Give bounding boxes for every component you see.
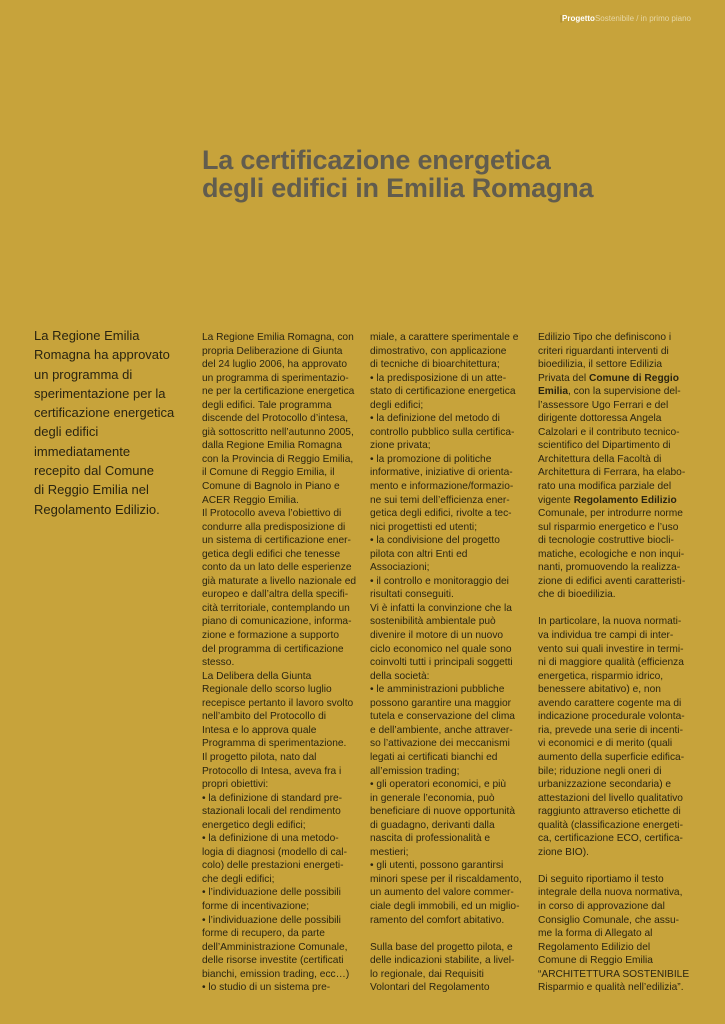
- body-text-line: zione di edifici aventi caratteristi-: [538, 575, 686, 587]
- body-text-line: che degli edifici;: [202, 873, 275, 885]
- body-text-line: dell’Amministrazione Comunale,: [202, 941, 348, 953]
- body-text-line: stato di certificazione energetica: [370, 386, 516, 398]
- body-text-line: Programma di sperimentazione.: [202, 738, 347, 750]
- body-text-line: va individua tre campi di inter-: [538, 630, 674, 642]
- header-section: Sostenibile / in primo piano: [594, 14, 691, 23]
- header-bar: |: [559, 14, 563, 23]
- body-text-line: sostenibilità ambientale può: [370, 616, 496, 628]
- body-text-line: risultati conseguiti.: [370, 589, 454, 601]
- body-text-line: vigente Regolamento Edilizio: [538, 494, 677, 506]
- body-text-line: • la definizione di standard pre-: [202, 792, 343, 804]
- body-text-line: attestazioni del livello qualitativo: [538, 792, 683, 804]
- body-text-line: ne per la certificazione energetica: [202, 386, 355, 398]
- body-text-line: Risparmio e qualità nell’edilizia”.: [538, 982, 684, 994]
- body-text-line: Edilizio Tipo che definiscono i: [538, 332, 672, 343]
- body-text-line: energetica, risparmio idrico,: [538, 670, 664, 682]
- body-text-line: • la promozione di politiche: [370, 453, 492, 465]
- body-text-line: minori spese per il riscaldamento,: [370, 873, 522, 885]
- body-text-line: • la definizione di una metodo-: [202, 833, 339, 845]
- body-column-1: [202, 331, 367, 995]
- body-text-line: La Delibera della Giunta: [202, 670, 312, 682]
- body-text-line: “ARCHITETTURA SOSTENIBILE: [538, 968, 690, 980]
- body-text-line: zione e formazione a supporto: [202, 630, 340, 642]
- body-text-line: Architettura della Facoltà di: [538, 453, 662, 465]
- body-text-line: vi economici e di merito (quali: [538, 738, 673, 750]
- body-text-line: propri obiettivi:: [202, 779, 269, 791]
- body-text-line: dalla Regione Emilia Romagna: [202, 440, 342, 452]
- running-header: [560, 14, 691, 23]
- body-text-line: Vi è infatti la convinzione che la: [370, 602, 512, 614]
- body-text-line: raggiunto attraverso etichette di: [538, 806, 681, 818]
- article-intro: [34, 326, 194, 519]
- body-text-line: un sistema di certificazione ener-: [202, 535, 351, 547]
- body-text-line: informative, iniziative di orienta-: [370, 467, 513, 479]
- body-text-line: legati ai certificati bianchi ed: [370, 751, 498, 763]
- body-text-line: forme di incentivazione;: [202, 900, 310, 912]
- body-text-line: urbanizzazione secondaria) e: [538, 779, 672, 791]
- body-text-line: Sulla base del progetto pilota, e: [370, 941, 513, 953]
- body-text-line: matiche, ecologiche e non inqui-: [538, 548, 685, 560]
- intro-line: Regolamento Edilizio.: [34, 501, 160, 517]
- intro-line: La Regione Emilia: [34, 328, 140, 343]
- body-text-line: miale, a carattere sperimentale e: [370, 332, 519, 343]
- body-text-line: La Regione Emilia Romagna, con: [202, 332, 354, 343]
- body-text-line: delle indicazioni stabilite, a livel-: [370, 955, 515, 967]
- header-brand: Progetto: [562, 14, 595, 23]
- body-text-line: del 24 luglio 2006, ha approvato: [202, 359, 348, 371]
- body-text-line: nanti, promuovendo la realizza-: [538, 562, 681, 574]
- intro-line: un programma di: [34, 366, 133, 382]
- body-text-line: degli edifici;: [370, 399, 424, 411]
- body-text-line: Regolamento Edilizio del: [538, 941, 651, 953]
- body-text-line: di guadagno, derivanti dalla: [370, 819, 495, 831]
- body-text-line: ne sui temi dell’efficienza ener-: [370, 494, 510, 506]
- body-text-line: cità territoriale, contemplando un: [202, 602, 350, 614]
- body-text-line: bioedilizia, il settore Edilizia: [538, 359, 663, 371]
- body-text-line: condurre alla predisposizione di: [202, 521, 346, 533]
- body-text-line: sul risparmio energetico e l’uso: [538, 521, 679, 533]
- body-text-line: In particolare, la nuova normati-: [538, 616, 682, 628]
- body-text-line: rato una modifica parziale del: [538, 481, 672, 493]
- body-text-line: un aumento del valore commer-: [370, 887, 514, 899]
- body-text-line: con la Provincia di Reggio Emilia,: [202, 453, 354, 465]
- body-text-line: • gli utenti, possono garantirsi: [370, 860, 504, 872]
- body-text-line: Calzolari e il contributo tecnico-: [538, 426, 680, 438]
- body-text-line: della società:: [370, 670, 430, 682]
- body-column-3: [538, 331, 703, 995]
- body-text-line: Associazioni;: [370, 562, 430, 574]
- body-text-line: stesso.: [202, 657, 235, 669]
- body-text-line: e dell’ambiente, anche attraver-: [370, 724, 513, 736]
- body-text-line: Comune di Bagnolo in Piano e: [202, 481, 340, 493]
- body-text-line: • l’individuazione delle possibili: [202, 914, 341, 926]
- intro-line: certificazione energetica: [34, 405, 175, 421]
- body-text-line: • lo studio di un sistema pre-: [202, 982, 331, 994]
- body-text-line: tutela e conservazione del clima: [370, 711, 515, 723]
- body-text-line: avendo carattere cogente ma di: [538, 697, 682, 709]
- body-text-line: del programma di certificazione: [202, 643, 344, 655]
- body-text-line: Privata del Comune di Reggio: [538, 372, 679, 384]
- body-text-line: Comune di Reggio Emilia: [538, 955, 653, 967]
- body-text-line: so l’attivazione dei meccanismi: [370, 738, 510, 750]
- body-text-line: di tecniche di bioarchitettura;: [370, 359, 500, 371]
- body-text-line: conto da un lato delle esperienze: [202, 562, 352, 574]
- body-text-line: il Comune di Reggio Emilia, il: [202, 467, 335, 479]
- body-text-line: Il Protocollo aveva l’obiettivo di: [202, 508, 342, 520]
- intro-line: Romagna ha approvato: [34, 347, 170, 363]
- body-text-line: • gli operatori economici, e più: [370, 779, 507, 791]
- body-text-line: di tecnologie costruttive biocli-: [538, 535, 674, 547]
- body-text-line: • l’individuazione delle possibili: [202, 887, 341, 899]
- body-text-line: energetico degli edifici;: [202, 819, 306, 831]
- body-text-line: vento sui quali investire in termi-: [538, 643, 684, 655]
- body-text-line: forme di recupero, da parte: [202, 928, 325, 940]
- body-text-line: ciale degli immobili, ed un miglio-: [370, 900, 520, 912]
- body-text-line: nascita di professionalità e: [370, 833, 491, 845]
- body-text-line: bianchi, emission trading, ecc…): [202, 968, 350, 980]
- body-text-line: • la definizione del metodo di: [370, 413, 500, 425]
- body-text-line: ramento del comfort abitativo.: [370, 914, 505, 926]
- body-text-line: discende del Protocollo d’intesa,: [202, 413, 349, 425]
- body-text-line: mento e informazione/formazio-: [370, 481, 514, 493]
- body-text-line: Emilia, con la supervisione del-: [538, 386, 681, 398]
- body-text-line: degli edifici. Tale programma: [202, 399, 332, 411]
- body-text-line: pilota con altri Enti ed: [370, 548, 468, 560]
- body-text-line: logia di diagnosi (modello di cal-: [202, 846, 347, 858]
- body-text-line: ACER Reggio Emilia.: [202, 494, 299, 506]
- body-text-line: possono garantire una maggior: [370, 697, 512, 709]
- body-text-line: Volontari del Regolamento: [370, 982, 490, 994]
- intro-line: di Reggio Emilia nel: [34, 482, 149, 498]
- body-text-line: • la predisposizione di un atte-: [370, 372, 507, 384]
- body-text-line: • il controllo e monitoraggio dei: [370, 575, 509, 587]
- body-text-line: benessere abitativo) e, non: [538, 684, 661, 696]
- body-text-line: in corso di approvazione dal: [538, 900, 665, 912]
- body-text-line: zione BIO).: [538, 846, 589, 858]
- body-text-line: nici progettisti ed utenti;: [370, 521, 478, 533]
- body-column-2: [370, 331, 535, 995]
- body-text-line: piano di comunicazione, informa-: [202, 616, 352, 628]
- body-text-line: Comunale, per introdurre norme: [538, 508, 683, 520]
- body-text-line: Intesa e lo approva quale: [202, 724, 317, 736]
- body-text-line: già sottoscritto nell’autunno 2005,: [202, 426, 354, 438]
- body-text-line: dimostrativo, con applicazione: [370, 345, 507, 357]
- body-text-line: getica degli edifici, rivolte a tec-: [370, 508, 512, 520]
- body-text-line: me la forma di Allegato al: [538, 928, 653, 940]
- body-text-line: ni di maggiore qualità (efficienza: [538, 657, 684, 669]
- body-text-line: nell’ambito del Protocollo di: [202, 711, 327, 723]
- body-text-line: controllo pubblico sulla certifica-: [370, 426, 515, 438]
- body-text-line: mestieri;: [370, 846, 409, 858]
- body-text-line: stazionali locali del rendimento: [202, 806, 341, 818]
- intro-line: recepito dal Comune: [34, 463, 154, 479]
- body-text-line: all’emission trading;: [370, 765, 460, 777]
- body-text-line: coinvolti tutti i principali soggetti: [370, 657, 513, 669]
- body-text-line: ciclo economico nel quale sono: [370, 643, 512, 655]
- body-text-line: • le amministrazioni pubbliche: [370, 684, 505, 696]
- body-text-line: colo) delle prestazioni energeti-: [202, 860, 344, 872]
- body-text-line: divenire il motore di un nuovo: [370, 630, 504, 642]
- body-text-line: criteri riguardanti interventi di: [538, 345, 669, 357]
- body-text-line: qualità (classificazione energeti-: [538, 819, 683, 831]
- body-text-line: Regionale dello scorso luglio: [202, 684, 332, 696]
- body-text-line: indicazione procedurale volonta-: [538, 711, 685, 723]
- body-text-line: integrale della nuova normativa,: [538, 887, 683, 899]
- body-text-line: lo regionale, dai Requisiti: [370, 968, 484, 980]
- body-text-line: [538, 859, 703, 873]
- body-text-line: bile; riduzione negli oneri di: [538, 765, 662, 777]
- body-text-line: un programma di sperimentazio-: [202, 372, 349, 384]
- body-text-line: Consiglio Comunale, che assu-: [538, 914, 679, 926]
- body-text-line: delle risorse investite (certificati: [202, 955, 344, 967]
- body-text-line: già maturate a livello nazionale ed: [202, 575, 357, 587]
- body-text-line: scientifico del Dipartimento di: [538, 440, 671, 452]
- intro-line: immediatamente: [34, 443, 131, 459]
- body-text-line: recepisce pertanto il lavoro svolto: [202, 697, 354, 709]
- body-text-line: propria Deliberazione di Giunta: [202, 345, 343, 357]
- body-text-line: che di bioedilizia.: [538, 589, 616, 601]
- body-text-line: in generale l’economia, può: [370, 792, 495, 804]
- body-text-line: zione privata;: [370, 440, 431, 452]
- title-line: degli edifici in Emilia Romagna: [202, 173, 594, 203]
- body-text-line: [370, 927, 535, 941]
- body-text-line: dirigente dottoressa Angela: [538, 413, 662, 425]
- body-text-line: Architettura di Ferrara, ha elabo-: [538, 467, 686, 479]
- body-text-line: ria, prevede una serie di incenti-: [538, 724, 683, 736]
- body-text-line: aumento della superficie edifica-: [538, 751, 685, 763]
- body-text-line: beneficiare di nuove opportunità: [370, 806, 515, 818]
- body-text-line: Il progetto pilota, nato dal: [202, 751, 317, 763]
- title-line: La certificazione energetica: [202, 145, 551, 175]
- body-text-line: • la condivisione del progetto: [370, 535, 500, 547]
- body-text-line: [538, 602, 703, 616]
- article-title: [202, 146, 702, 202]
- intro-line: degli edifici: [34, 424, 99, 440]
- body-text-line: getica degli edifici che tenesse: [202, 548, 341, 560]
- body-text-line: europeo e dall’altra della specifi-: [202, 589, 349, 601]
- intro-line: sperimentazione per la: [34, 385, 166, 401]
- body-text-line: l’assessore Ugo Ferrari e del: [538, 399, 669, 411]
- body-text-line: Di seguito riportiamo il testo: [538, 873, 664, 885]
- body-text-line: Protocollo di Intesa, aveva fra i: [202, 765, 342, 777]
- body-text-line: ca, certificazione ECO, certifica-: [538, 833, 683, 845]
